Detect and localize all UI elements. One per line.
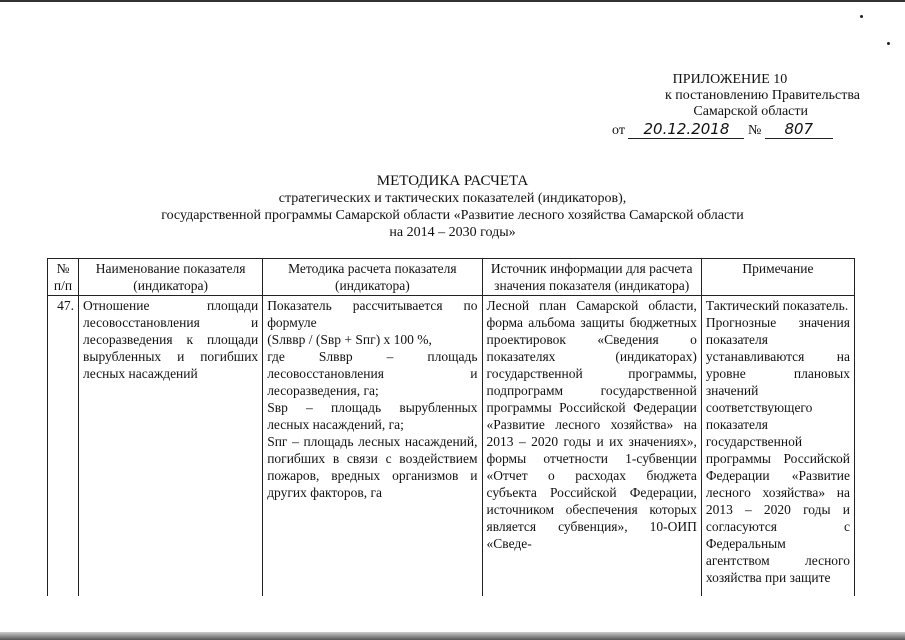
scan-top-edge xyxy=(0,0,905,2)
row-number: 47. xyxy=(48,296,79,596)
header-information-source: Источник информации для расчета значения показателя (индикатора) xyxy=(482,259,701,296)
method-line: Sвр – площадь вырубленных лесных насаждений, га; xyxy=(267,400,478,432)
header-indicator-name: Наименование показателя (индикатора) xyxy=(79,259,263,296)
table-row xyxy=(48,296,855,596)
scan-bottom-edge xyxy=(0,632,905,640)
note xyxy=(701,296,854,596)
appendix-title: ПРИЛОЖЕНИЕ 10 xyxy=(672,72,788,87)
handwritten-date: 20.12.2018 xyxy=(628,120,744,139)
header-number: № п/п xyxy=(48,259,79,296)
formula-line: (Sлввр / (Sвр + Sпг) x 100 %, xyxy=(267,332,432,347)
indicator-table xyxy=(47,258,855,596)
document-subtitle-3: на 2014 – 2030 годы» xyxy=(389,225,516,240)
table-header-row xyxy=(48,259,855,296)
method-line: Показатель рассчитывается по формуле xyxy=(267,298,478,330)
scan-speck xyxy=(887,42,890,45)
header-calculation-method: Методика расчета показателя (индикатора) xyxy=(263,259,482,296)
note-line: Прогнозные значения показателя устанавливаются на уровне плановых значений соответствующего показателя государственной программы Российской Федерации «Развитие лесного хозяйства» на 2013 – 2020 годы и согласуются с Федеральным агентством лесного хозяйства при защите xyxy=(705,315,850,585)
resolution-date-number xyxy=(612,120,833,140)
scan-speck xyxy=(860,15,863,18)
method-line: Sпг – площадь лесных насаждений, погибших в связи с воздействием пожаров, вредных организмов и других факторов, га xyxy=(267,434,478,500)
handwritten-number: 807 xyxy=(765,120,833,139)
document-subtitle-2: государственной программы Самарской области «Развитие лесного хозяйства Самарской области xyxy=(161,208,744,223)
method-line: где Sлввр – площадь лесовосстановления и лесоразведения, га; xyxy=(267,349,478,398)
appendix-block xyxy=(600,72,860,120)
document-title: МЕТОДИКА РАСЧЕТА xyxy=(376,173,529,189)
header-note: Примечание xyxy=(701,259,854,296)
information-source: Лесной план Самарской области, форма альбома защиты бюджетных проектировок «Сведения о показателях (индикаторах) государственной программы, подпрограмм государственной программы Российской Федерации «Развитие лесного хозяйства» на 2013 – 2020 годы и их значениях», формы отчетности 1-субвенции «Отчет о расходах бюджета субъекта Российской Федерации, источником обеспечения которых является субвенция», 10-ОИП «Сведе- xyxy=(482,296,701,596)
appendix-region-line: Самарской области xyxy=(693,104,808,119)
appendix-resolution-line: к постановлению Правительства xyxy=(664,88,860,103)
calculation-method xyxy=(263,296,482,596)
note-line: Тактический показатель. xyxy=(705,298,849,313)
from-label: от xyxy=(612,123,625,138)
number-label: № xyxy=(747,123,762,138)
indicator-name: Отношение площади лесовосстановления и лесоразведения к площади вырубленных и погибших лесных насаждений xyxy=(79,296,263,596)
document-subtitle-1: стратегических и тактических показателей (индикаторов), xyxy=(278,191,627,206)
